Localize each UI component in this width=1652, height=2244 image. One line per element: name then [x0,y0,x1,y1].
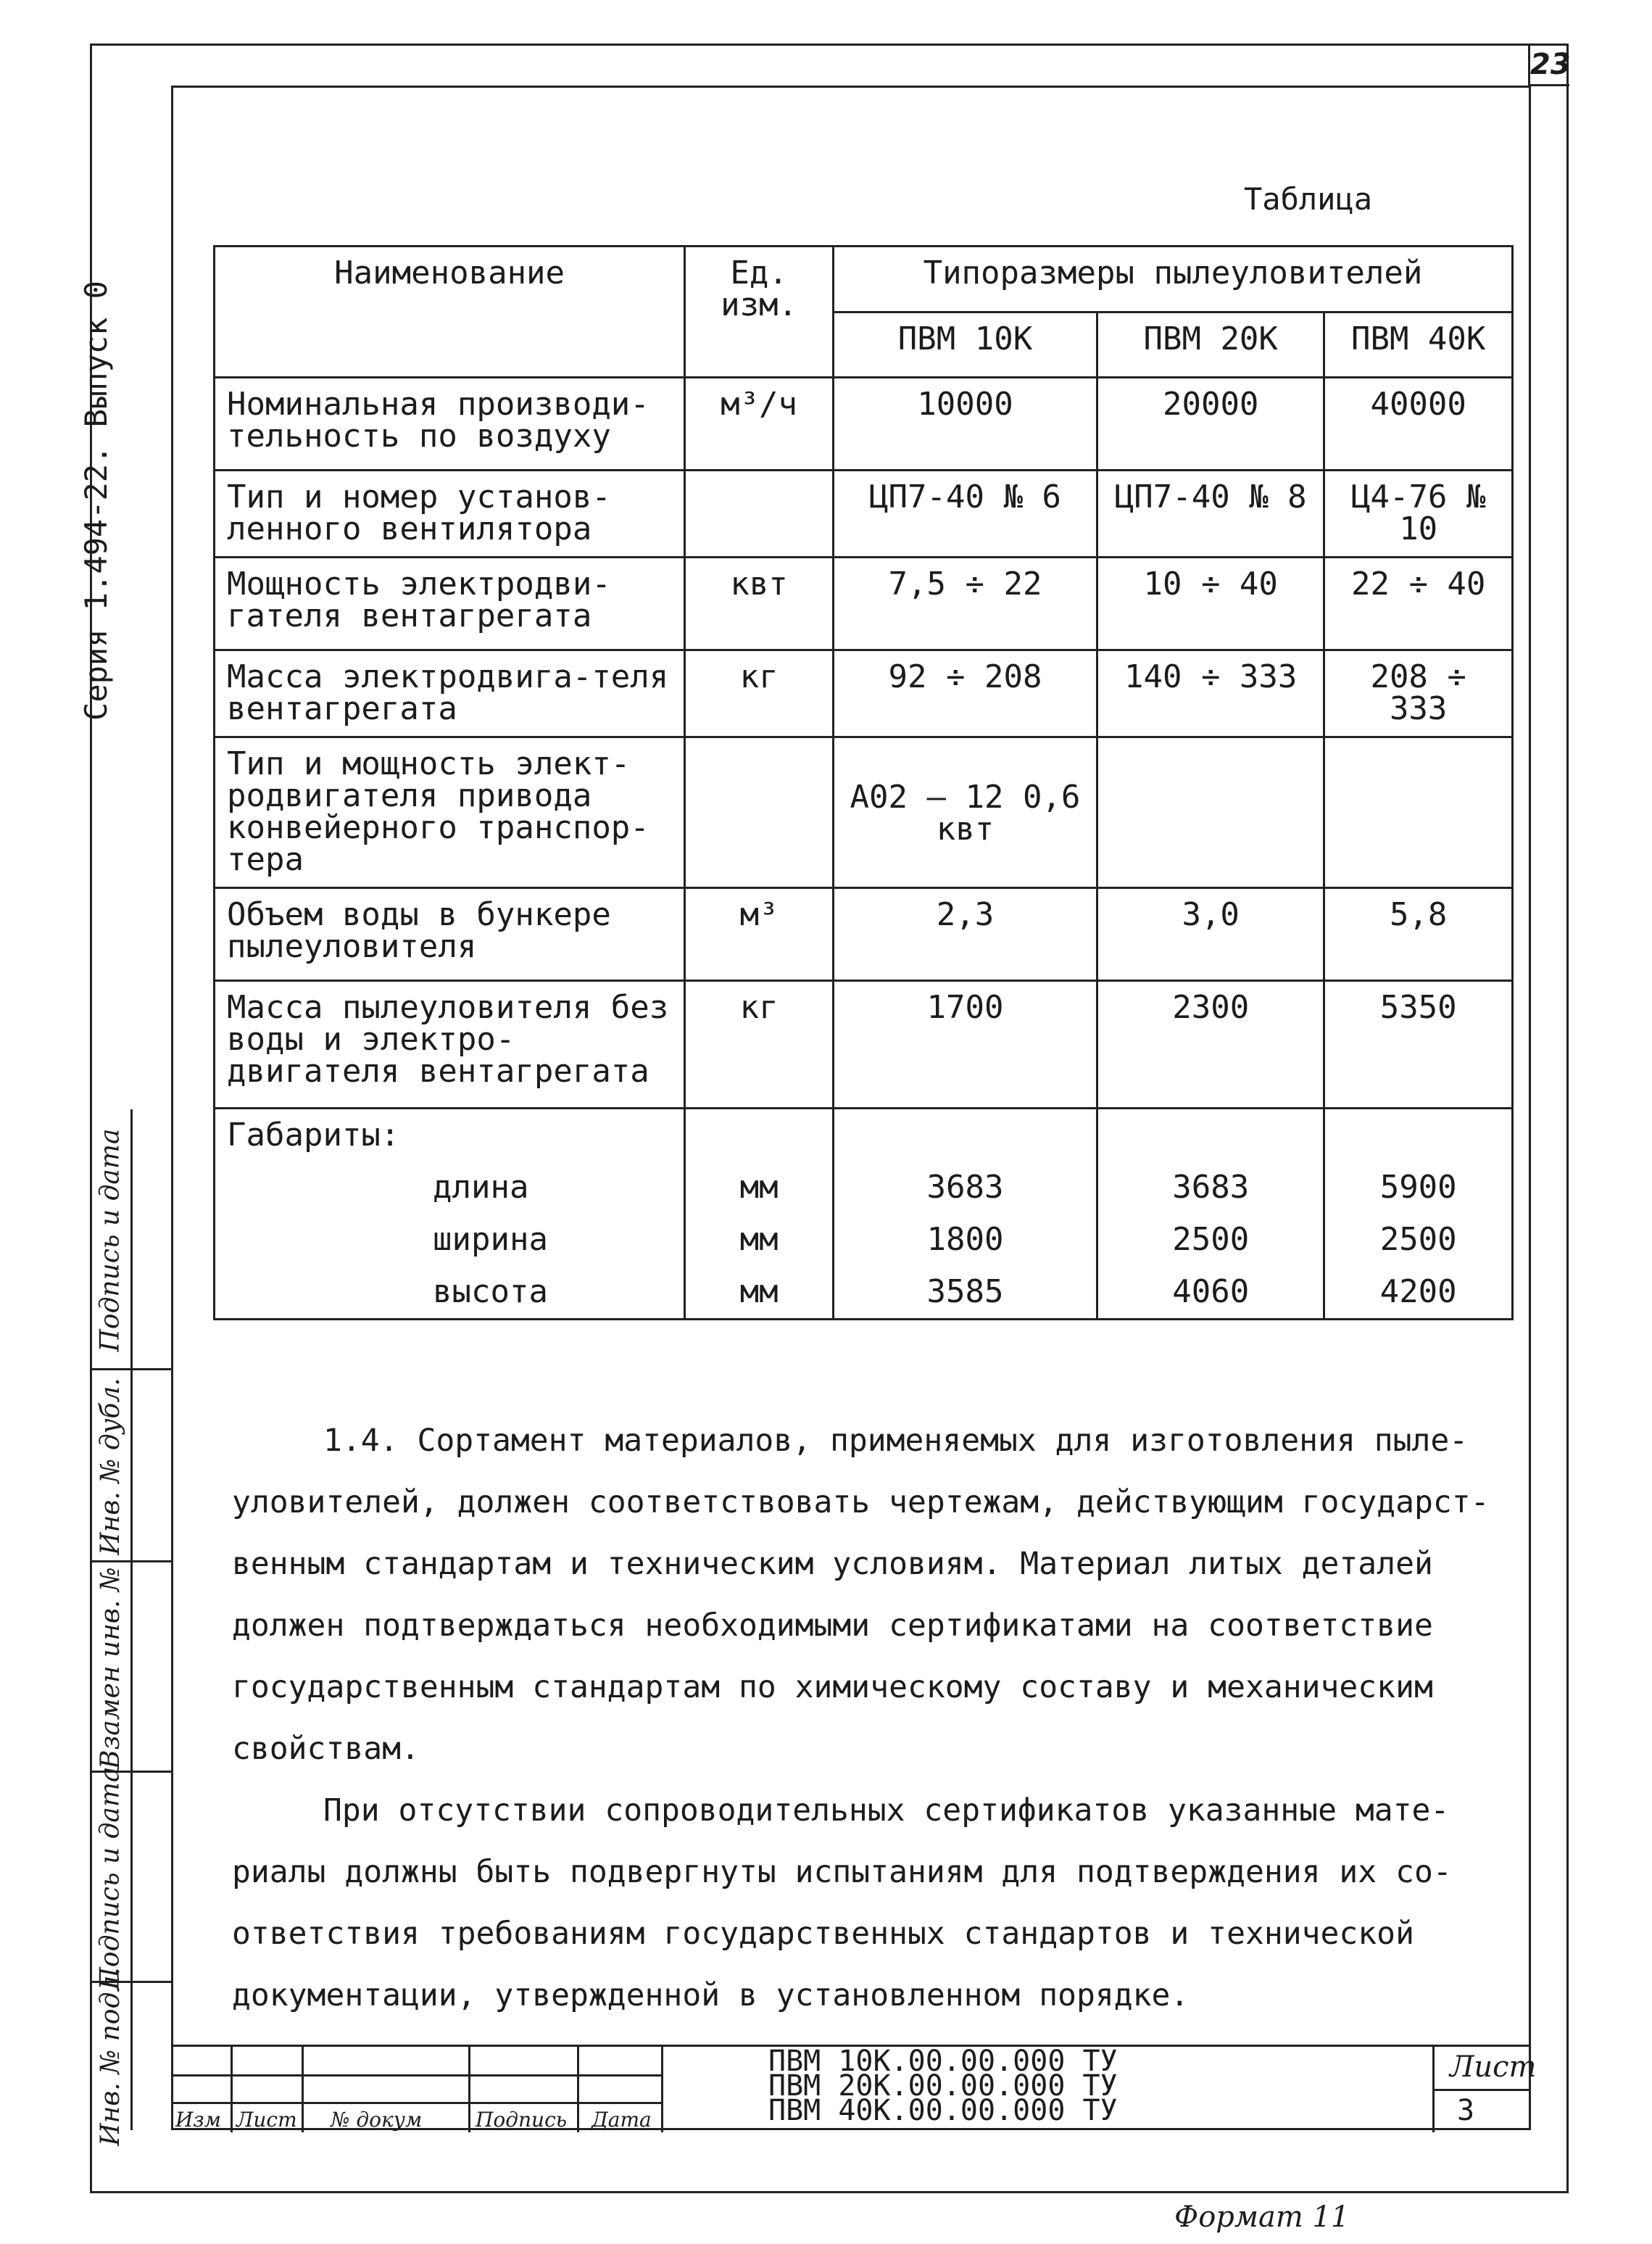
stamp-vzamen: Взамен инв. № [95,1566,125,1769]
dim-value: 2500 [1324,1214,1513,1266]
row-value: 5,8 [1324,888,1513,981]
title-label-izm: Изм [175,2108,221,2132]
stamp-podpis-data-2: Подпись и дата [95,1766,125,1990]
row-name: Масса пылеуловителя без воды и электро-двигателя вентагрегата [215,981,685,1109]
list-number: 3 [1457,2094,1475,2127]
table-row [215,1266,1513,1320]
row-value: 92 ÷ 208 [833,650,1097,737]
row-unit [685,737,834,888]
row-unit: м³ [685,888,834,981]
header-model-2: ПВМ 20К [1097,312,1324,378]
table-row [215,1214,1513,1266]
dim-unit: мм [685,1214,834,1266]
row-value [1324,737,1513,888]
row-value [1097,737,1324,888]
row-value: Ц4-76 № 10 [1324,471,1513,558]
paragraph-1-line: венным стандартам и техническим условиям. Материал литых деталей [232,1546,1433,1582]
header-model-1: ПВМ 10К [833,312,1097,378]
dim-value: 3585 [833,1266,1097,1320]
dim-value: 4200 [1324,1266,1513,1320]
document-codes [768,2045,1118,2127]
row-name: Тип и мощность элект-родвигателя привода конвейерного транспор-тера [215,737,685,888]
table-header-row [215,247,1513,312]
row-value: 208 ÷ 333 [1324,650,1513,737]
row-value: 20000 [1097,378,1324,471]
dim-name: длина [215,1162,685,1214]
stamp-podpis-data-1: Подпись и дата [95,1128,125,1351]
row-value: 3,0 [1097,888,1324,981]
dim-value: 3683 [1097,1162,1324,1214]
row-value: 2300 [1097,981,1324,1109]
table-caption: Таблица [1244,181,1373,217]
paragraph-2-line: При отсутствии сопроводительных сертификатов указанные мате- [323,1792,1450,1829]
title-label-data: Дата [592,2108,652,2132]
row-unit [685,471,834,558]
row-unit: квт [685,558,834,650]
specs-table [213,245,1514,1320]
header-group: Типоразмеры пылеуловителей [833,247,1512,312]
table-row [215,1162,1513,1214]
dim-value: 4060 [1097,1266,1324,1320]
row-value: 10000 [833,378,1097,471]
paragraph-2-line: риалы должны быть подвергнуты испытаниям для подтверждения их со- [232,1854,1452,1890]
dim-unit: мм [685,1266,834,1320]
table-row [215,558,1513,650]
row-value: 140 ÷ 333 [1097,650,1324,737]
header-name: Наименование [215,247,685,378]
dim-value: 3683 [833,1162,1097,1214]
table-row [215,737,1513,888]
dim-value: 2500 [1097,1214,1324,1266]
row-value: ЦП7-40 № 6 [833,471,1097,558]
row-value: А02 – 12 0,6 квт [833,737,1097,888]
paragraph-2-line: документации, утвержденной в установленном порядке. [232,1977,1190,2013]
row-value: 2,3 [833,888,1097,981]
row-name: Мощность электродви-гателя вентагрегата [215,558,685,650]
row-value: 5350 [1324,981,1513,1109]
row-unit: кг [685,650,834,737]
list-label: Лист [1450,2050,1537,2084]
paragraph-1-line: уловителей, должен соответствовать чертежам, действующим государст- [232,1484,1490,1520]
dim-value: 5900 [1324,1162,1513,1214]
doc-code-line: ПВМ 20К.00.00.000 ТУ [768,2069,1118,2103]
row-name: Масса электродвига-теля вентагрегата [215,650,685,737]
row-unit: м³/ч [685,378,834,471]
gabarity-label: Габариты: [215,1109,685,1162]
stamp-inv-dubl: Инв. № дубл. [95,1378,125,1555]
side-stamp-column [90,1109,173,2146]
paragraph-1-line: государственным стандартам по химическому составу и механическим [232,1669,1433,1705]
series-label: Серия 1.494-22. Выпуск 0 [78,280,114,721]
table-row [215,1109,1513,1162]
format-label: Формат 11 [1174,2200,1350,2234]
dim-name: ширина [215,1214,685,1266]
sheet-number: 23 [1528,45,1569,86]
row-value: 40000 [1324,378,1513,471]
paragraph-1-line: 1.4. Сортамент материалов, применяемых для изготовления пыле- [323,1423,1469,1459]
row-value: 10 ÷ 40 [1097,558,1324,650]
table-row [215,981,1513,1109]
row-value: 7,5 ÷ 22 [833,558,1097,650]
paragraph-2-line: ответствия требованиям государственных стандартов и технической [232,1916,1414,1952]
stamp-inv-podl: Инв. № подл. [95,1967,125,2146]
header-model-3: ПВМ 40К [1324,312,1513,378]
table-row [215,650,1513,737]
header-unit: Ед. изм. [685,247,834,378]
title-label-podpis: Подпись [476,2108,568,2132]
paragraph-1-line: должен подтверждаться необходимыми сертификатами на соответствие [232,1607,1433,1644]
doc-code-line: ПВМ 40К.00.00.000 ТУ [768,2094,1118,2127]
dim-value: 1800 [833,1214,1097,1266]
row-name: Тип и номер установ-ленного вентилятора [215,471,685,558]
table-row [215,888,1513,981]
dim-unit: мм [685,1162,834,1214]
paragraph-1-line: свойствам. [232,1731,420,1767]
dim-name: высота [215,1266,685,1320]
row-value: 22 ÷ 40 [1324,558,1513,650]
title-label-dokum: № докум [331,2108,423,2132]
row-unit: кг [685,981,834,1109]
row-name: Номинальная производи-тельность по воздуху [215,378,685,471]
row-value: ЦП7-40 № 8 [1097,471,1324,558]
doc-code-line: ПВМ 10К.00.00.000 ТУ [768,2045,1118,2078]
row-name: Объем воды в бункере пылеуловителя [215,888,685,981]
table-row [215,378,1513,471]
title-label-list: Лист [236,2108,297,2132]
row-value: 1700 [833,981,1097,1109]
table-row [215,471,1513,558]
